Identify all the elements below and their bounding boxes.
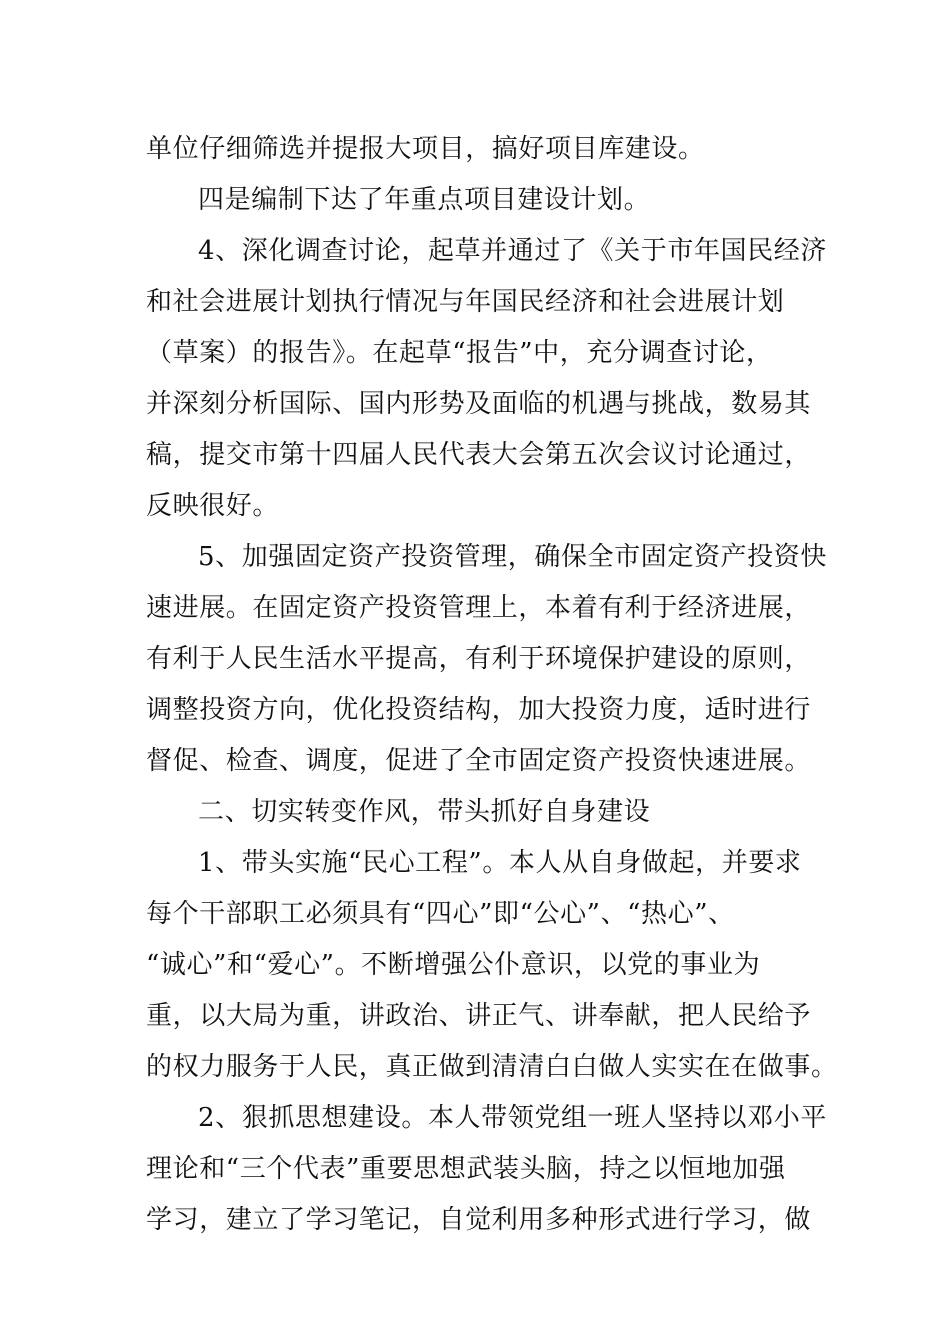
text-line: 速进展。在固定资产投资管理上，本着有利于经济进展， [146, 593, 812, 623]
text-line: 5、加强固定资产投资管理，确保全市固定资产投资快 [198, 542, 827, 572]
text-line: 四是编制下达了年重点项目建设计划。 [198, 185, 651, 215]
body-text [146, 124, 838, 1246]
text-line: 并深刻分析国际、国内形势及面临的机遇与挑战，数易其 [146, 389, 812, 419]
text-line: （草案）的报告》。在起草“报告”中，充分调查讨论， [146, 338, 773, 368]
text-line: 有利于人民生活水平提高，有利于环境保护建设的原则， [146, 644, 812, 674]
text-line: 和社会进展计划执行情况与年国民经济和社会进展计划 [146, 287, 785, 317]
text-line: 每个干部职工必须具有“四心”即“公心”、“热心”、 [146, 899, 735, 929]
text-line: 稿，提交市第十四届人民代表大会第五次会议讨论通过， [146, 440, 812, 470]
text-line: 2、狠抓思想建设。本人带领党组一班人坚持以邓小平 [198, 1103, 827, 1133]
text-line: 1、带头实施“民心工程”。本人从自身做起，并要求 [198, 848, 802, 878]
text-line: 理论和“三个代表”重要思想武装头脑，持之以恒地加强 [146, 1154, 786, 1184]
text-line: “诚心”和“爱心”。不断增强公仆意识，以党的事业为 [146, 950, 761, 980]
text-line: 单位仔细筛选并提报大项目，搞好项目库建设。 [146, 134, 705, 164]
section-heading: 二、切实转变作风，带头抓好自身建设 [198, 797, 651, 827]
text-line: 4、深化调查讨论，起草并通过了《关于市年国民经济 [198, 236, 827, 266]
text-line: 调整投资方向，优化投资结构，加大投资力度，适时进行 [146, 695, 812, 725]
text-line: 督促、检查、调度，促进了全市固定资产投资快速进展。 [146, 746, 812, 776]
text-line: 反映很好。 [146, 491, 280, 521]
text-line: 学习，建立了学习笔记，自觉利用多种形式进行学习，做 [146, 1205, 812, 1235]
text-line: 重，以大局为重，讲政治、讲正气、讲奉献，把人民给予 [146, 1001, 812, 1031]
text-line: 的权力服务于人民，真正做到清清白白做人实实在在做事。 [146, 1052, 838, 1082]
